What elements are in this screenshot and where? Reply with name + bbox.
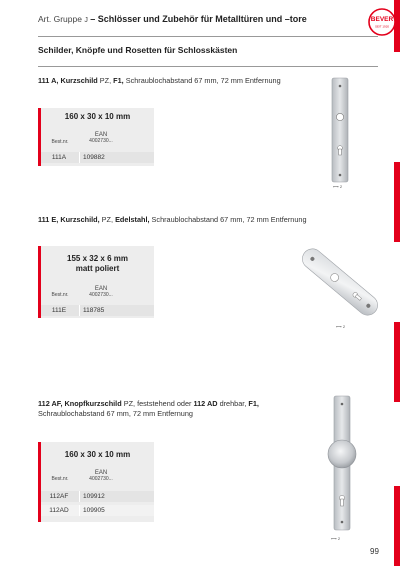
- group-symbol: J: [84, 17, 88, 24]
- page-number: 99: [370, 547, 379, 556]
- scale-label: ⟷ 2: [331, 536, 341, 541]
- col-header-best: Best.nr.: [51, 292, 69, 298]
- ean-number: 109882: [83, 154, 105, 161]
- product-code-2: 112 AD: [193, 399, 218, 408]
- product-finish: F1,: [113, 76, 124, 85]
- ean-number: 118785: [83, 307, 105, 314]
- spec-table: [38, 246, 154, 318]
- product-code: 111 A, Kurzschild: [38, 76, 98, 85]
- ean-number: 109912: [83, 493, 105, 500]
- page-header: [38, 14, 307, 24]
- table-row: [41, 505, 154, 516]
- col-header-ean: EAN 4002730...: [89, 132, 113, 144]
- order-number: 112AD: [49, 507, 69, 514]
- order-number: 111E: [51, 307, 67, 314]
- header-prefix: Art. Gruppe: [38, 14, 82, 24]
- size-label: 160 x 30 x 10 mm: [64, 112, 131, 121]
- header-divider: [38, 36, 378, 37]
- product-code: 111 E, Kurzschild,: [38, 215, 100, 224]
- finish-label: matt poliert: [75, 264, 120, 273]
- red-index-tab-2: [394, 162, 400, 242]
- red-index-tab-3: [394, 322, 400, 402]
- knob-plate-112af-image: [318, 392, 368, 534]
- short-plate-111e-image: [290, 244, 390, 320]
- product-title: 111 E, Kurzschild, PZ, Edelstahl, Schraublochabstand 67 mm, 72 mm Entfernung: [38, 215, 307, 224]
- col-header-best: Best.nr.: [51, 139, 69, 145]
- order-number: 111A: [51, 154, 67, 161]
- red-index-tab-4: [394, 486, 400, 566]
- short-plate-111a-image: [324, 76, 358, 186]
- product-title: 112 AF, Knopfkurzschild PZ, feststehend oder 112 AD drehbar, F1, Schraublochabstand 67 mm, 72 mm Entfernung: [38, 399, 259, 418]
- order-number: 112AF: [49, 493, 69, 500]
- size-label: 155 x 32 x 6 mm matt poliert: [41, 254, 154, 274]
- size-label: 160 x 30 x 10 mm: [64, 450, 131, 459]
- spec-table: [38, 442, 154, 522]
- col-header-ean: EAN 4002730...: [89, 470, 113, 482]
- product-code: 112 AF, Knopfkurzschild: [38, 399, 122, 408]
- col-header-ean: EAN 4002730...: [89, 286, 113, 298]
- ean-number: 109905: [83, 507, 105, 514]
- product-title-line2: Schraublochabstand 67 mm, 72 mm Entfernung: [38, 409, 193, 418]
- product-title: 111 A, Kurzschild PZ, F1, Schraublochabstand 67 mm, 72 mm Entfernung: [38, 76, 281, 85]
- logo-text: BEVER: [370, 16, 394, 23]
- table-row: [41, 305, 154, 316]
- table-row: [41, 491, 154, 502]
- scale-label: ⟷ 2: [333, 184, 343, 189]
- header-title: – Schlösser und Zubehör für Metalltüren und –tore: [90, 14, 307, 24]
- bever-logo: [368, 8, 396, 36]
- spec-table: [38, 108, 154, 166]
- section-title: Schilder, Knöpfe und Rosetten für Schlosskästen: [38, 45, 238, 55]
- section-divider: [38, 66, 378, 67]
- table-row: [41, 152, 154, 163]
- logo-sub: SEIT 1920: [374, 24, 390, 29]
- product-finish: F1,: [248, 399, 259, 408]
- col-header-best: Best.nr.: [51, 476, 69, 482]
- scale-label: ⟷ 2: [336, 324, 346, 329]
- product-finish: Edelstahl,: [115, 215, 150, 224]
